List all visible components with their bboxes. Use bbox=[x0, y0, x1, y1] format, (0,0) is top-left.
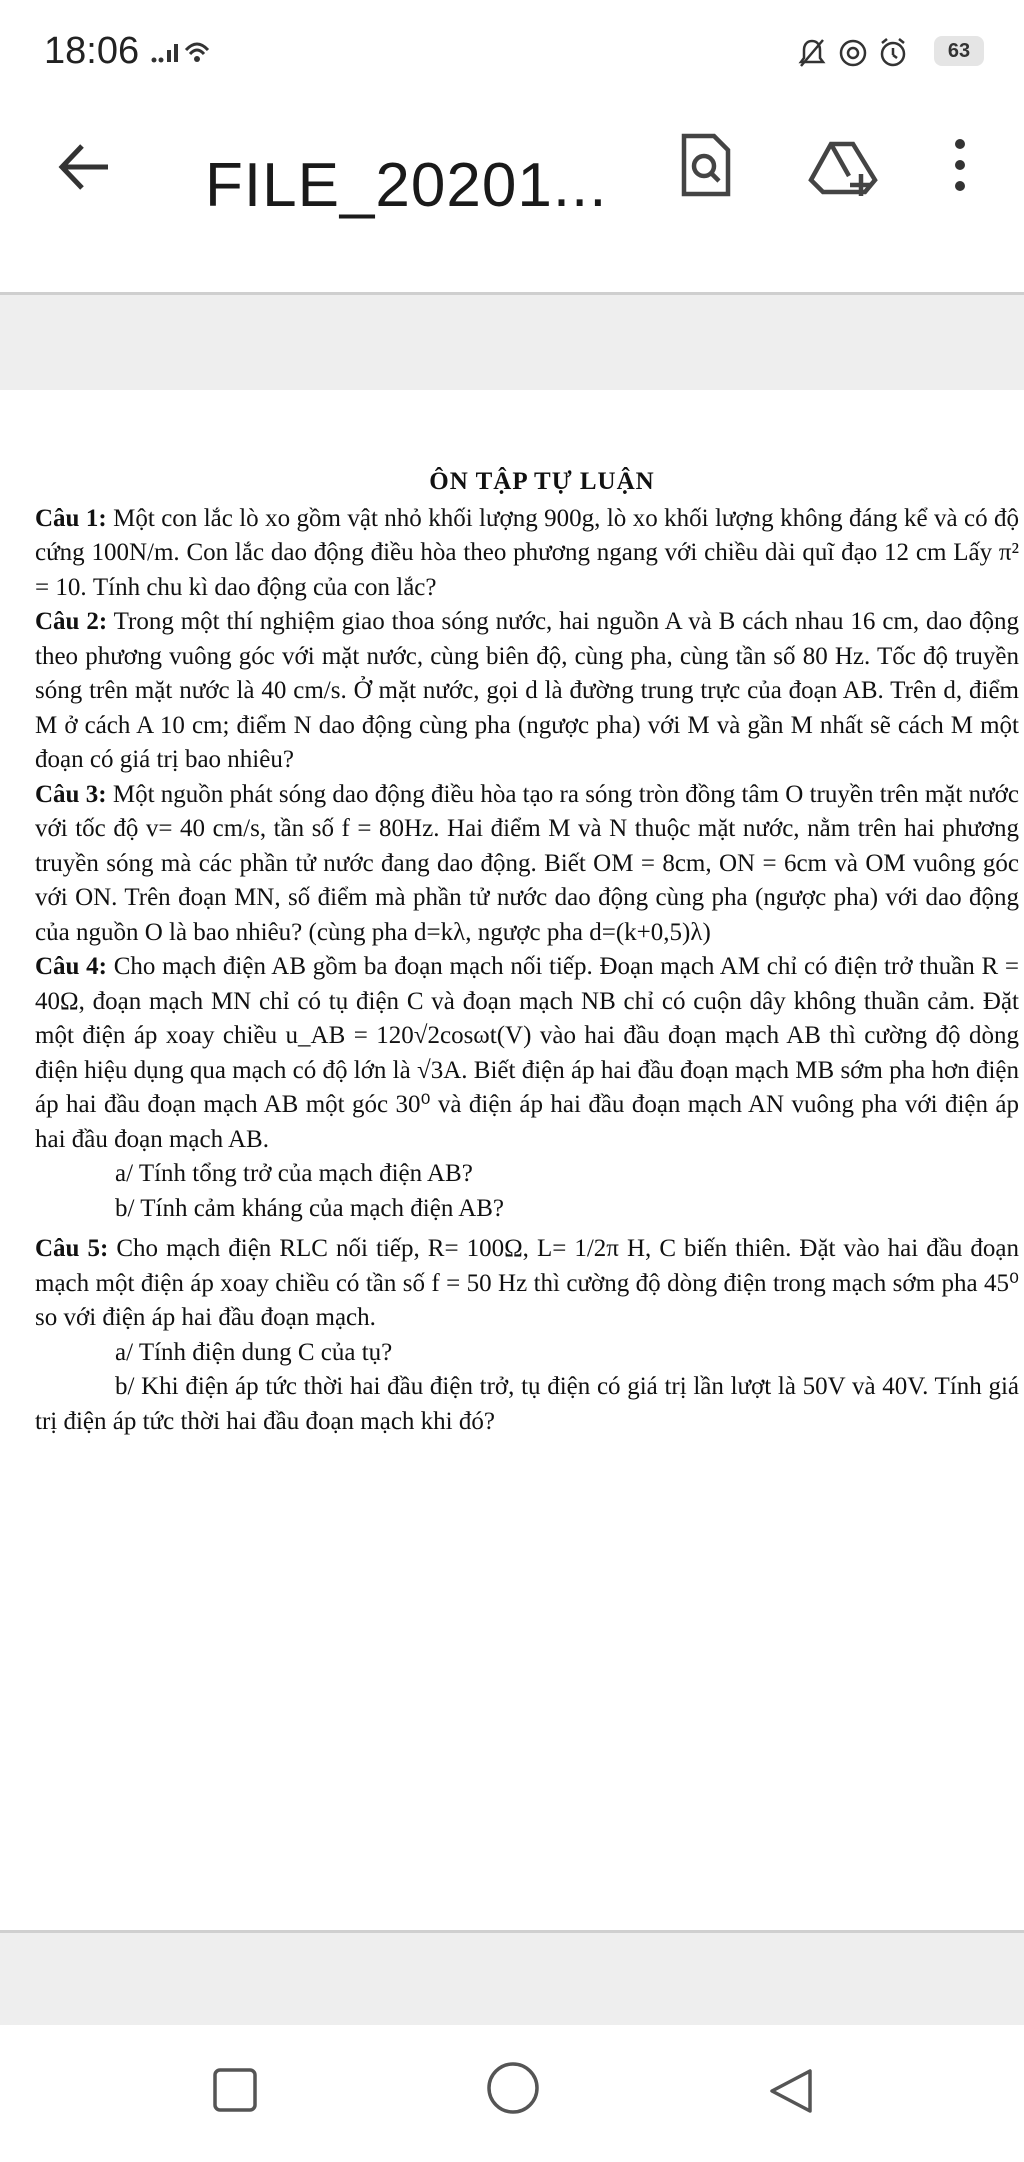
app-bar bbox=[0, 110, 1024, 295]
system-navigation-bar bbox=[0, 2025, 1024, 2162]
recent-apps-icon[interactable] bbox=[210, 2065, 260, 2115]
question-label: Câu 5: bbox=[35, 1235, 109, 1262]
question-5-part-a: a/ Tính điện dung C của tụ? bbox=[115, 1338, 393, 1366]
status-time: 18:06 bbox=[44, 30, 140, 72]
question-label: Câu 1: bbox=[35, 504, 107, 532]
search-in-document-icon[interactable] bbox=[670, 130, 740, 200]
question-5 bbox=[35, 1232, 1019, 1336]
battery-icon bbox=[934, 36, 984, 66]
question-2 bbox=[35, 605, 1019, 778]
question-text: Một nguồn phát sóng dao động điều hòa tạo ra sóng tròn đồng tâm O truyền trên mặt nước với tốc độ v= 40 cm/s, tần số f = 80Hz. Hai điểm M và N thuộc mặt nước, nằm trên hai phương truyền sóng mà các phần tử nước đang dao động. Biết OM = 8cm, ON = 6cm và OM vuông góc với ON. Trên đoạn MN, số điểm mà phần tử nước dao động cùng pha (ngược pha) với dao động của nguồn O là bao nhiêu? (cùng pha d=kλ, ngược pha d=(k+0,5)λ) bbox=[35, 780, 1019, 946]
question-label: Câu 2: bbox=[35, 608, 108, 635]
document-content bbox=[35, 465, 1019, 1439]
alarm-icon bbox=[878, 37, 908, 69]
document-title: ÔN TẬP TỰ LUẬN bbox=[429, 468, 655, 495]
question-label: Câu 4: bbox=[35, 953, 107, 980]
battery-level: 63 bbox=[947, 40, 971, 62]
question-4-part-a: a/ Tính tổng trở của mạch điện AB? bbox=[115, 1160, 473, 1187]
more-options-icon[interactable] bbox=[935, 130, 985, 200]
question-text: Một con lắc lò xo gồm vật nhỏ khối lượng 900g, lò xo khối lượng không đáng kể và có độ cứng 100N/m. Con lắc dao động điều hòa theo phương ngang với chiều dài quĩ đạo 12 cm Lấy π² = 10. Tính chu kì dao động của con lắc? bbox=[35, 504, 1019, 601]
question-text: Cho mạch điện AB gồm ba đoạn mạch nối tiếp. Đoạn mạch AM chỉ có điện trở thuần R = 40Ω, đoạn mạch MN chỉ có tụ điện C và đoạn mạch NB chỉ có cuộn dây không thuần cảm. Đặt một điện áp xoay chiều u_AB = 120√2cosωt(V) vào hai đầu đoạn mạch AB thì cường độ dòng điện hiệu dụng qua mạch có độ lớn là √3A. Biết điện áp hai đầu đoạn mạch MB sớm pha hơn điện áp hai đầu đoạn mạch AB một góc 30⁰ và điện áp hai đầu đoạn mạch AN vuông pha với điện áp hai đầu đoạn mạch AB. bbox=[35, 953, 1019, 1153]
viewer-bottom-margin bbox=[0, 1930, 1024, 2028]
question-4 bbox=[35, 950, 1019, 1157]
question-5-part-b: b/ Khi điện áp tức thời hai đầu điện trở, tụ điện có giá trị lần lượt là 50V và 40V. Tính giá trị điện áp tức thời hai đầu đoạn mạch khi đó? bbox=[35, 1373, 1019, 1435]
back-triangle-icon[interactable] bbox=[764, 2065, 816, 2117]
viewer-top-margin bbox=[0, 295, 1024, 390]
signal-icon bbox=[150, 34, 210, 64]
question-text: Trong một thí nghiệm giao thoa sóng nước, hai nguồn A và B cách nhau 16 cm, dao động theo phương vuông góc với mặt nước, cùng biên độ, cùng pha, cùng tần số 80 Hz. Tốc độ truyền sóng trên mặt nước là 40 cm/s. Ở mặt nước, gọi d là đường trung trực của đoạn AB. Trên d, điểm M ở cách A 10 cm; điểm N dao động cùng pha (ngược pha) với M và gần M nhất sẽ cách M một đoạn có giá trị bao nhiêu? bbox=[35, 608, 1019, 773]
back-arrow-icon[interactable] bbox=[50, 132, 120, 202]
file-title: FILE_20201... bbox=[205, 151, 608, 220]
question-4-part-b: b/ Tính cảm kháng của mạch điện AB? bbox=[115, 1194, 505, 1222]
document-page[interactable] bbox=[0, 390, 1024, 1930]
status-bar bbox=[0, 0, 1024, 110]
mute-icon bbox=[798, 38, 826, 68]
question-text: Cho mạch điện RLC nối tiếp, R= 100Ω, L= 1/2π H, C biến thiên. Đặt vào hai đầu đoạn mạch một điện áp xoay chiều có tần số f = 50 Hz thì cường độ dòng điện trong mạch sớm pha 45⁰ so với điện áp hai đầu đoạn mạch. bbox=[35, 1235, 1019, 1331]
home-icon[interactable] bbox=[484, 2059, 542, 2117]
question-1 bbox=[35, 502, 1019, 606]
at-icon bbox=[838, 38, 868, 68]
question-3 bbox=[35, 778, 1019, 951]
question-label: Câu 3: bbox=[35, 780, 107, 808]
add-to-drive-icon[interactable] bbox=[805, 130, 885, 200]
